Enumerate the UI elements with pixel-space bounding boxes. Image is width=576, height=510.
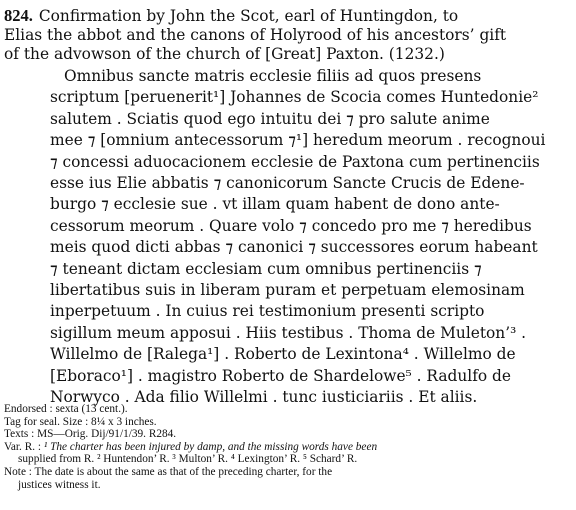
charter-line: libertatibus suis in liberam puram et perpetuam elemosinam [50, 281, 525, 300]
charter-line: mee ⁊ [omnium antecessorum ⁊¹] heredum meorum . recognoui [50, 131, 546, 150]
date-note-line-1: Note : The date is about the same as that of the preceding charter, for the [4, 465, 333, 478]
charter-line: scriptum [peruenerit¹] Johannes de Scocia comes Huntedonie² [50, 88, 539, 107]
charter-line: Willelmo de [Ralega¹] . Roberto de Lexintona⁴ . Willelmo de [50, 345, 516, 364]
charter-line: [Eboraco¹] . magistro Roberto de Shardelowe⁵ . Radulfo de [50, 366, 512, 385]
variant-label: Var. R. : [4, 440, 42, 453]
endorsed-note: Endorsed : sexta (13 cent.). [4, 403, 128, 415]
date-note-line-2: justices witness it. [18, 478, 101, 491]
variant-text-1: ¹ The charter has been injured by damp, and the missing words have been [43, 440, 378, 453]
variant-readings-line-1 [4, 441, 572, 454]
charter-line: esse ius Elie abbatis ⁊ canonicorum Sancte Crucis de Edene- [50, 174, 525, 193]
heading-line-3: of the advowson of the church of [Great] Paxton. (1232.) [4, 45, 445, 63]
variant-readings-line-2: supplied from R. ² Huntendon’ R. ³ Multon’ R. ⁴ Lexington’ R. ⁵ Schard’ R. [18, 453, 358, 466]
texts-note: Texts : MS—Orig. Dij/91/1/39. R284. [4, 428, 177, 441]
entry-number: 824. [4, 6, 33, 25]
charter-line: burgo ⁊ ecclesie sue . vt illam quam habent de dono ante- [50, 195, 500, 214]
seal-tag-note: Tag for seal. Size : 8¼ x 3 inches. [4, 415, 157, 428]
charter-line: salutem . Sciatis quod ego intuitu dei ⁊ pro salute anime [50, 109, 490, 128]
entry-heading [4, 6, 570, 64]
heading-line-1 [4, 6, 570, 26]
heading-line-2: Elias the abbot and the canons of Holyrood of his ancestors’ gift [4, 26, 507, 44]
editorial-notes [4, 403, 572, 491]
charter-line: inperpetuum . In cuius rei testimonium presenti scripto [50, 302, 485, 321]
charter-line: Omnibus sancte matris ecclesie filiis ad quos presens [64, 67, 482, 85]
charter-line: meis quod dicti abbas ⁊ canonici ⁊ successores eorum habeant [50, 238, 538, 257]
charter-line: sigillum meum apposui . Hiis testibus . Thoma de Muleton’³ . [50, 323, 527, 342]
charter-line: ⁊ teneant dictam ecclesiam cum omnibus pertinenciis ⁊ [50, 259, 482, 278]
charter-line: Norwyco . Ada filio Willelmi . tunc iusticiariis . Et aliis. [50, 388, 478, 407]
charter-text [50, 66, 570, 409]
heading-text-1: Confirmation by John the Scot, earl of Huntingdon, to [38, 7, 459, 25]
charter-line: ⁊ concessi aduocacionem ecclesie de Paxtona cum pertinenciis [50, 152, 540, 171]
charter-line: cessorum meorum . Quare volo ⁊ concedo pro me ⁊ heredibus [50, 216, 532, 235]
